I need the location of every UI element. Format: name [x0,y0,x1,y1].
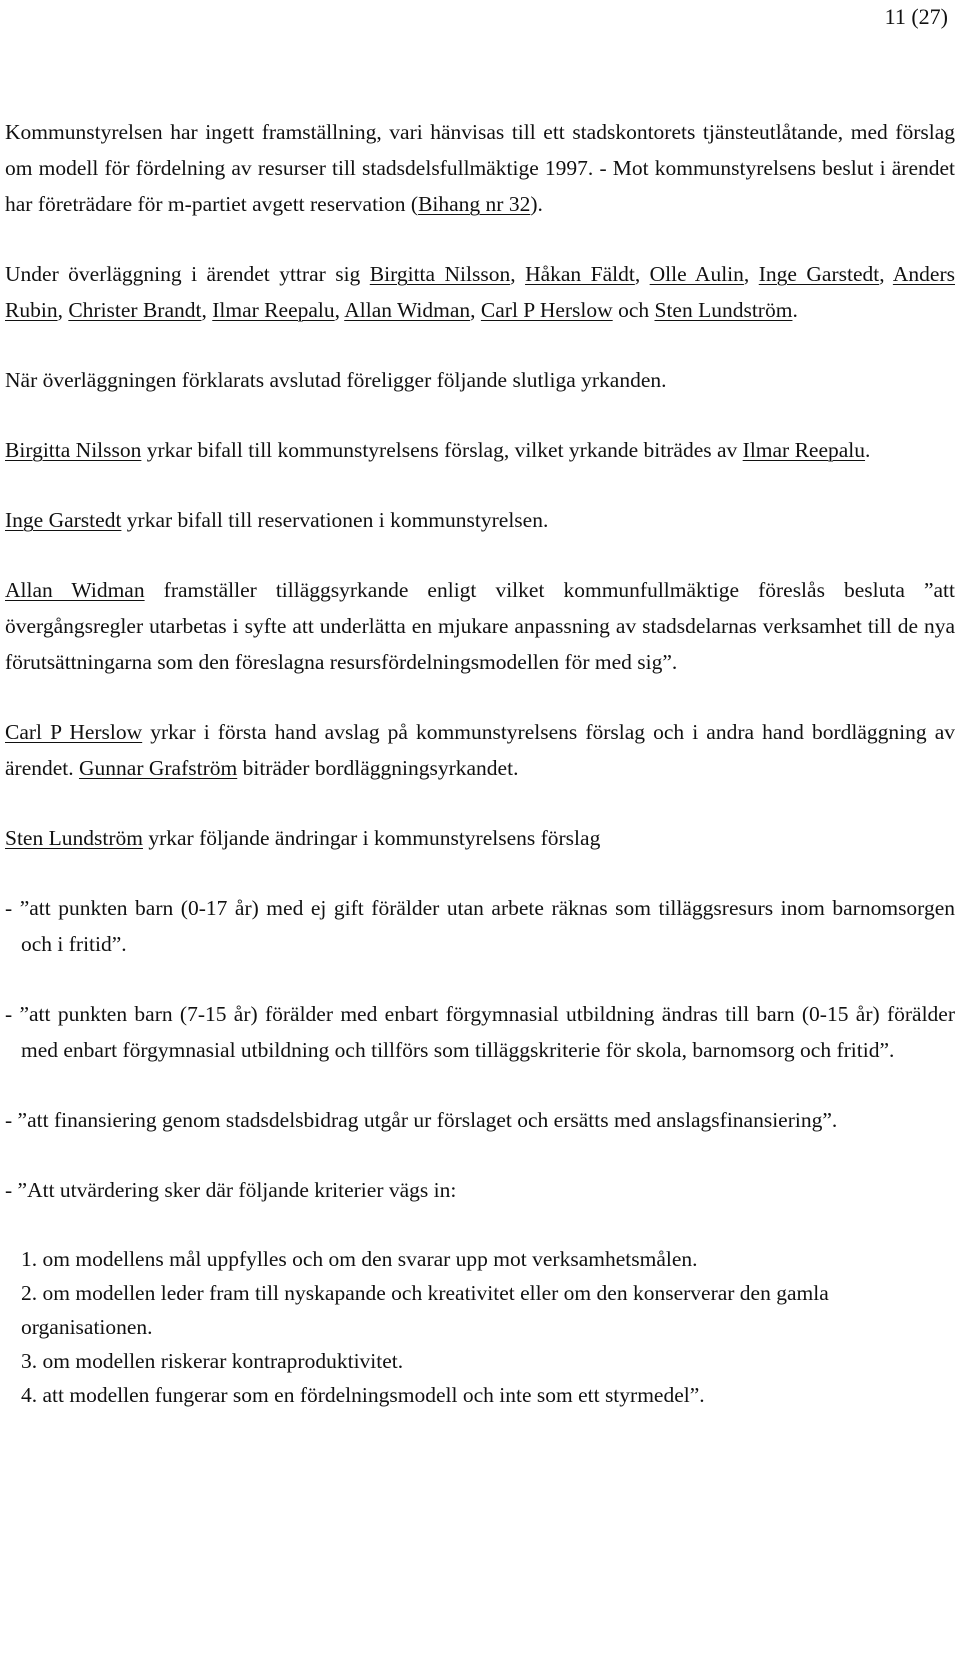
separator: , [634,262,650,286]
text: Kommunstyrelsen har ingett framställning, vari hänvisas till ett stadskontorets tjänsteutlåtande, med förslag om modell för fördelning av resurser till stadsdelsfullmäktige 1997. - Mot kommunstyrelsens beslut i ärendet har företrädare för m-partiet avgett reservation ( [5,120,955,216]
speaker-name[interactable]: Carl P Herslow [480,298,613,322]
separator: , [879,262,893,286]
bihang-link[interactable]: Bihang nr 32 [418,192,531,216]
paragraph-motion-lundstrom [5,820,955,856]
separator: , [334,298,345,322]
text: framställer tilläggsyrkande enligt vilket kommunfullmäktige föreslås besluta ”att övergångsregler utarbetas i syfte att underlätta en mjukare anpassning av stadsdelarnas verksamhet till de nya förutsättningarna som den föreslagna resursfördelningsmodellen för med sig”. [5,578,955,674]
paragraph-speakers [5,256,955,328]
criteria-item: 3. om modellen riskerar kontraproduktivitet. [21,1349,404,1373]
speaker-name[interactable]: Carl P Herslow [5,720,143,744]
text: yrkar bifall till reservationen i kommunstyrelsen. [121,508,549,532]
speaker-name[interactable]: Olle Aulin [649,262,744,286]
paragraph-motion-herslow [5,714,955,786]
amendment-item: - ”att punkten barn (0-17 år) med ej gift förälder utan arbete räknas som tilläggsresurs inom barnomsorgen och i fritid”. [5,896,955,956]
speaker-name[interactable]: Håkan Fäldt [525,262,635,286]
speaker-name[interactable]: Inge Garstedt [5,508,122,532]
speaker-name[interactable]: Allan Widman [344,298,471,322]
criteria-item: 1. om modellens mål uppfylles och om den svarar upp mot verksamhetsmålen. [21,1247,698,1271]
text: Under överläggning i ärendet yttrar sig [5,262,370,286]
text: yrkar bifall till kommunstyrelsens förslag, vilket yrkande biträdes av [141,438,743,462]
amendment-item: - ”att finansiering genom stadsdelsbidrag utgår ur förslaget och ersätts med anslagsfinansiering”. [5,1108,838,1132]
speaker-name[interactable]: Gunnar Grafström [79,756,238,780]
speaker-name[interactable]: Birgitta Nilsson [5,438,142,462]
speaker-name[interactable]: Sten Lundström [5,826,143,850]
separator: , [201,298,213,322]
criteria-item: 2. om modellen leder fram till nyskapande och kreativitet eller om den konserverar den gamla organisationen. [21,1281,829,1339]
text: ). [530,192,543,216]
page-number: 11 (27) [884,4,948,29]
separator: , [510,262,526,286]
speaker-name[interactable]: Allan Widman [5,578,145,602]
text: yrkar i första hand avslag på kommunstyrelsens förslag och i andra hand bordläggning av ärendet. [5,720,955,780]
criteria-item: 4. att modellen fungerar som en fördelningsmodell och inte som ett styrmedel”. [21,1383,705,1407]
separator: , [470,298,481,322]
criteria-list [5,1242,955,1412]
speaker-name[interactable]: Ilmar Reepalu [742,438,866,462]
speaker-name[interactable]: Anders Rubin [5,262,955,322]
speaker-name[interactable]: Ilmar Reepalu [212,298,335,322]
speaker-name[interactable]: Sten Lundström [654,298,793,322]
paragraph-motion-widman [5,572,955,680]
document-body [5,114,955,1412]
punctuation: . [865,438,871,462]
text: biträder bordläggningsyrkandet. [237,756,519,780]
speaker-name[interactable]: Inge Garstedt [758,262,880,286]
conjunction: och [612,298,655,322]
separator: , [743,262,759,286]
paragraph-motion-nilsson [5,432,955,468]
speaker-name[interactable]: Christer Brandt [68,298,202,322]
separator: , [57,298,69,322]
paragraph-framstallning [5,114,955,222]
amendment-item: - ”Att utvärdering sker där följande kriterier vägs in: [5,1178,457,1202]
speaker-name[interactable]: Birgitta Nilsson [369,262,511,286]
paragraph-motion-garstedt [5,502,955,538]
paragraph-closing: När överläggningen förklarats avslutad föreligger följande slutliga yrkanden. [5,368,667,392]
text: yrkar följande ändringar i kommunstyrelsens förslag [142,826,601,850]
amendment-item: - ”att punkten barn (7-15 år) förälder med enbart förgymnasial utbildning ändras till barn (0-15 år) förälder med enbart förgymnasial utbildning och tillförs som tilläggskriterie för skola, barnomsorg och fritid”. [5,1002,955,1062]
punctuation: . [792,298,798,322]
